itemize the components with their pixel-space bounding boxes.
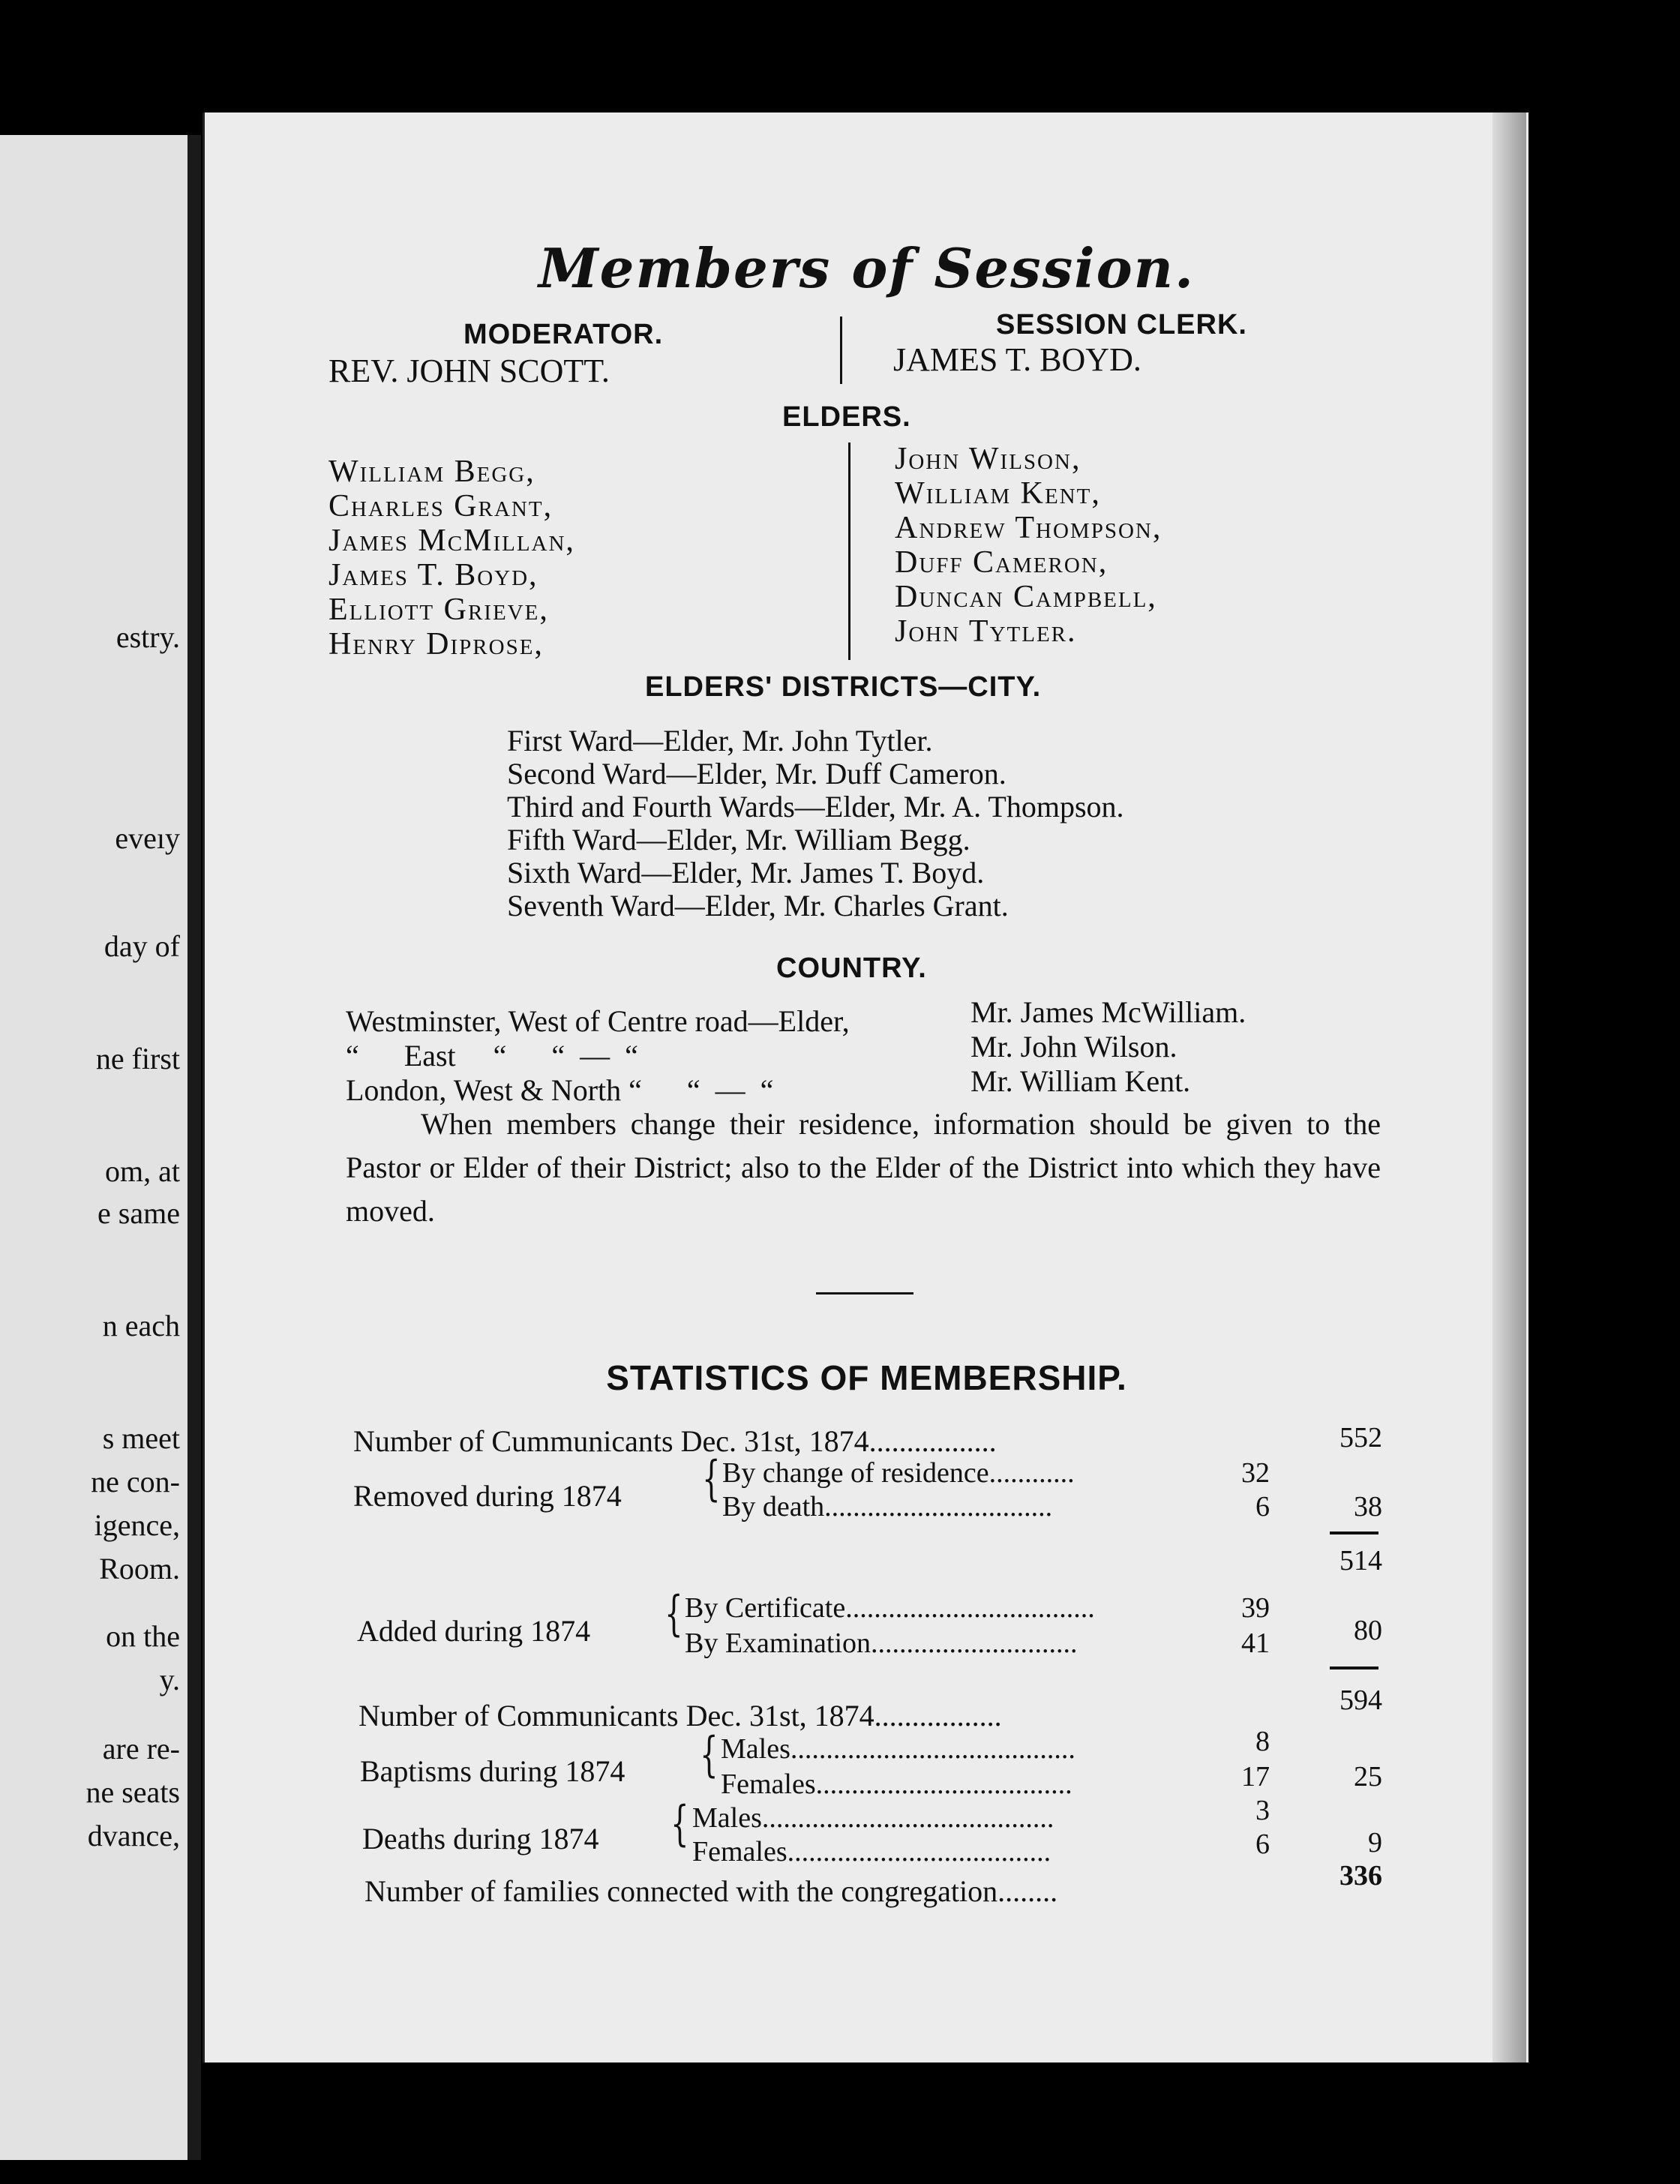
stat-item-label: Females.....................................	[692, 1836, 1052, 1868]
stat-item-value: 17	[1241, 1761, 1270, 1792]
divider	[848, 442, 850, 660]
district-line: Second Ward—Elder, Mr. Duff Cameron.	[507, 757, 1006, 790]
country-place: Westminster, West of Centre road—Elder,	[346, 1004, 850, 1038]
left-fragment: day of	[104, 929, 180, 963]
stat-item-value: 6	[1256, 1828, 1270, 1860]
stat-item-value: 32	[1241, 1457, 1270, 1489]
moderator-name: REV. JOHN SCOTT.	[328, 352, 610, 389]
stat-item-value: 6	[1256, 1491, 1270, 1522]
stat-total: 552	[1340, 1422, 1382, 1454]
country-elder: Mr. John Wilson.	[970, 1030, 1178, 1064]
elder-name: Andrew Thompson,	[895, 511, 1162, 545]
left-page	[0, 135, 188, 2160]
stat-item-label: By Certificate...................................	[685, 1592, 1095, 1624]
elder-name: John Tytler.	[895, 614, 1077, 649]
left-fragment: ne first	[95, 1042, 180, 1076]
left-fragment: estry.	[116, 620, 180, 654]
stat-item-label: By change of residence............	[722, 1457, 1075, 1489]
residence-note: When members change their residence, information should be given to the Pastor or Elder of their District; also to the Elder of the District into which they have moved.	[346, 1107, 1381, 1228]
elder-name: William Kent,	[895, 476, 1101, 511]
sum-rule	[1330, 1532, 1378, 1534]
left-fragment: ne con-	[91, 1465, 180, 1498]
district-line: Fifth Ward—Elder, Mr. William Begg.	[507, 823, 970, 856]
stat-item-label: Males........................................	[721, 1733, 1076, 1765]
stat-total: 25	[1354, 1761, 1382, 1792]
stat-item-label: Females....................................	[721, 1768, 1072, 1800]
brace: {	[664, 1586, 683, 1642]
country-elder: Mr. William Kent.	[970, 1064, 1191, 1098]
document-page	[202, 112, 1528, 2062]
book-gutter	[188, 135, 201, 2160]
left-fragment: are re-	[102, 1732, 180, 1766]
stat-total: 38	[1354, 1491, 1382, 1522]
left-fragment: n each	[102, 1309, 180, 1342]
stat-item-label: By Examination.............................	[685, 1628, 1078, 1659]
stat-item-value: 39	[1241, 1592, 1270, 1624]
stat-label: Number of Communicants Dec. 31st, 1874.................	[358, 1699, 1002, 1732]
stat-item-value: 3	[1256, 1795, 1270, 1826]
stat-total: 9	[1368, 1827, 1382, 1858]
country-heading: COUNTRY.	[776, 952, 927, 984]
moderator-heading: MODERATOR.	[464, 319, 664, 350]
stat-group-label: Removed during 1874	[353, 1479, 622, 1513]
stat-label: Number of Cummunicants Dec. 31st, 1874.................	[353, 1424, 997, 1458]
district-line: First Ward—Elder, Mr. John Tytler.	[507, 724, 933, 758]
statistics-heading: STATISTICS OF MEMBERSHIP.	[606, 1358, 1127, 1397]
left-fragment: Room.	[99, 1552, 180, 1586]
stat-total: 80	[1354, 1615, 1382, 1646]
country-place: London, West & North “ “ — “	[346, 1073, 774, 1107]
stat-item-value: 41	[1241, 1628, 1270, 1659]
elder-name: Elliott Grieve,	[328, 592, 549, 627]
left-fragment: dvance,	[87, 1819, 180, 1852]
stat-item-label: Males.........................................	[692, 1802, 1054, 1834]
stat-label: Number of families connected with the congregation........	[364, 1874, 1058, 1908]
divider	[840, 316, 842, 384]
elder-name: Duncan Campbell,	[895, 580, 1157, 614]
left-fragment: s meet	[102, 1421, 180, 1455]
left-fragment: e same	[98, 1196, 180, 1230]
districts-city-heading: ELDERS' DISTRICTS—CITY.	[645, 671, 1042, 703]
stat-total: 336	[1340, 1860, 1382, 1892]
session-clerk-name: JAMES T. BOYD.	[893, 341, 1142, 378]
elders-heading: ELDERS.	[782, 401, 911, 433]
district-line: Sixth Ward—Elder, Mr. James T. Boyd.	[507, 856, 985, 890]
session-clerk-heading: SESSION CLERK.	[996, 309, 1247, 340]
elder-name: James McMillan,	[328, 524, 575, 558]
elder-name: William Begg,	[328, 454, 536, 489]
stat-subtotal: 514	[1340, 1545, 1382, 1576]
page-title: Members of Session.	[538, 236, 1196, 300]
sum-rule	[1330, 1666, 1378, 1670]
brace: {	[670, 1796, 689, 1852]
district-line: Seventh Ward—Elder, Mr. Charles Grant.	[507, 889, 1009, 922]
elder-name: Charles Grant,	[328, 489, 554, 524]
elder-name: James T. Boyd,	[328, 558, 538, 592]
stat-group-label: Baptisms during 1874	[360, 1754, 626, 1788]
stat-group-label: Deaths during 1874	[362, 1822, 599, 1856]
stat-item-label: By death................................	[722, 1491, 1053, 1522]
left-fragment: y.	[159, 1663, 180, 1696]
elder-name: Henry Diprose,	[328, 627, 544, 662]
brace: {	[702, 1451, 721, 1507]
district-line: Third and Fourth Wards—Elder, Mr. A. Thompson.	[507, 790, 1124, 824]
country-elder: Mr. James McWilliam.	[970, 995, 1246, 1029]
stat-total: 594	[1340, 1684, 1382, 1716]
left-fragment: om, at	[105, 1154, 180, 1188]
country-place: “ East “ “ — “	[346, 1039, 638, 1072]
left-fragment: eveıy	[115, 821, 180, 855]
elder-name: Duff Cameron,	[895, 545, 1108, 580]
brace: {	[700, 1727, 718, 1783]
section-divider	[816, 1292, 914, 1294]
stat-group-label: Added during 1874	[357, 1614, 591, 1648]
left-fragment: on the	[106, 1619, 180, 1653]
left-fragment: igence,	[94, 1508, 180, 1542]
left-fragment: ne seats	[86, 1775, 180, 1809]
elder-name: John Wilson,	[895, 442, 1082, 476]
stat-item-value: 8	[1256, 1726, 1270, 1757]
page-edge	[1492, 112, 1526, 2062]
